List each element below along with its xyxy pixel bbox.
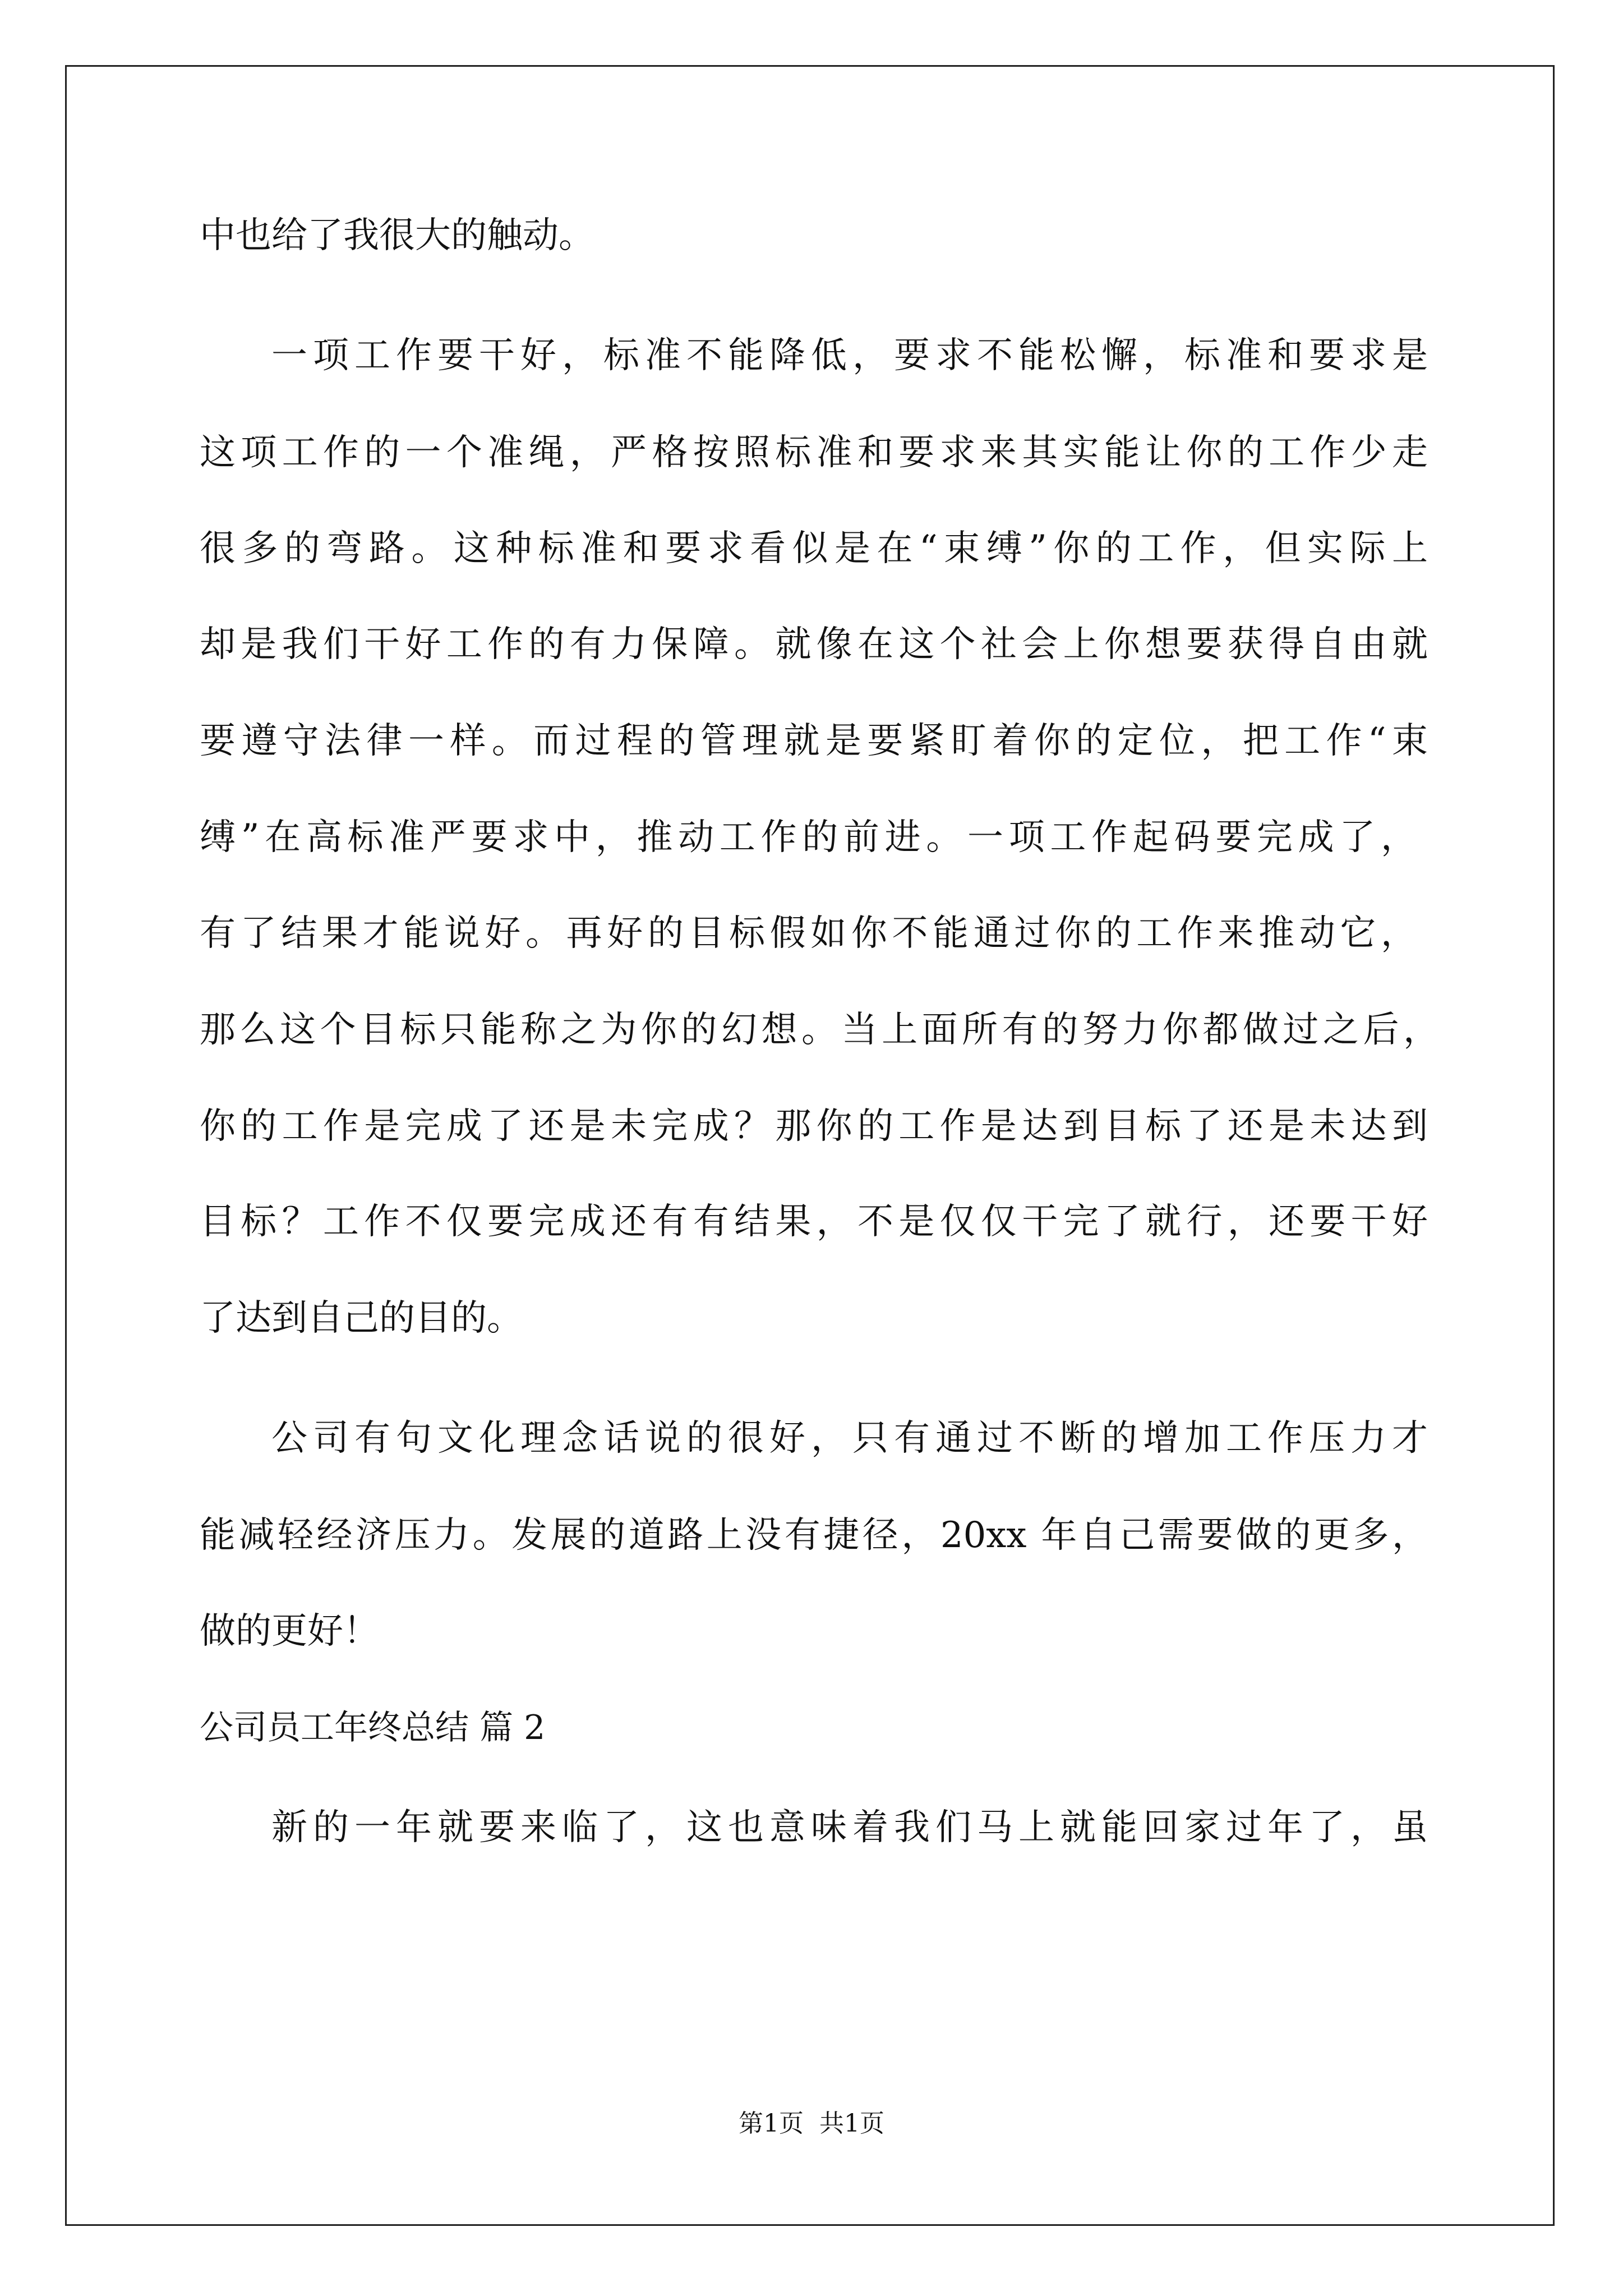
text-line: 能减轻经济压力。发展的道路上没有捷径，20xx 年自己需要做的更多， [200, 1515, 1428, 1556]
paragraph-first-line: 新的一年就要来临了，这也意味着我们马上就能回家过年了，虽 [271, 1807, 1428, 1848]
text-line: 做的更好！ [200, 1611, 379, 1652]
page-footer: 第1页 共1页 [739, 2109, 884, 2138]
text-line: 你的工作是完成了还是未完成？那你的工作是达到目标了还是未达到 [200, 1106, 1428, 1147]
paragraph-first-line: 公司有句文化理念话说的很好，只有通过不断的增加工作压力才 [271, 1418, 1428, 1459]
text-line: 却是我们干好工作的有力保障。就像在这个社会上你想要获得自由就 [200, 624, 1428, 665]
text-line: 那么这个目标只能称之为你的幻想。当上面所有的努力你都做过之后， [200, 1009, 1439, 1051]
text-line: 很多的弯路。这种标准和要求看似是在“束缚”你的工作，但实际上 [200, 528, 1428, 569]
paragraph-first-line: 一项工作要干好，标准不能降低，要求不能松懈，标准和要求是 [271, 335, 1428, 376]
text-line: 这项工作的一个准绳，严格按照标准和要求来其实能让你的工作少走 [200, 432, 1428, 473]
text-line: 目标？工作不仅要完成还有有结果，不是仅仅干完了就行，还要干好 [200, 1201, 1428, 1243]
text-line: 中也给了我很大的触动。 [200, 215, 594, 256]
text-line: 要遵守法律一样。而过程的管理就是要紧盯着你的定位，把工作“束 [200, 720, 1428, 762]
text-line: 有了结果才能说好。再好的目标假如你不能通过你的工作来推动它， [200, 913, 1417, 954]
text-line: 了达到自己的目的。 [200, 1297, 523, 1339]
text-line: 缚”在高标准严要求中，推动工作的前进。一项工作起码要完成了， [200, 817, 1417, 858]
section-heading: 公司员工年终总结 篇 2 [200, 1708, 546, 1747]
